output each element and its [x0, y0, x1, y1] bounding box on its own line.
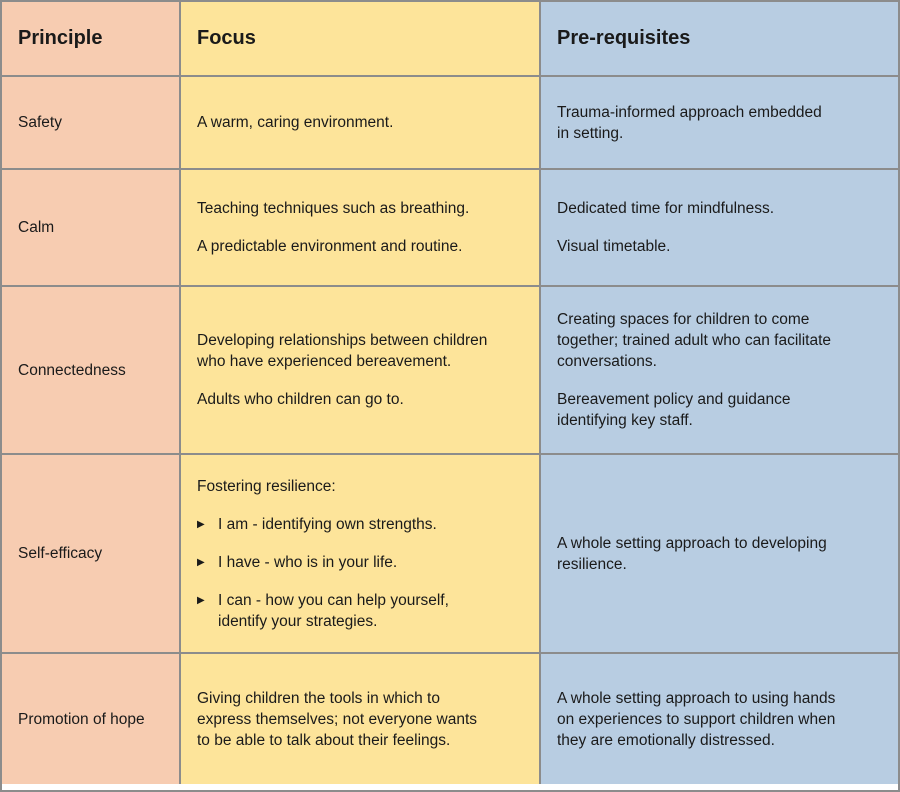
focus-text: A warm, caring environment. — [197, 114, 394, 131]
bullet-item — [197, 552, 523, 573]
prereq-self-efficacy — [541, 455, 898, 654]
prereq-text: Dedicated time for mindfulness. — [557, 200, 775, 217]
prereq-text: A whole setting approach to developing resilience. — [557, 534, 827, 573]
principle-self-efficacy: Self-efficacy — [2, 455, 181, 654]
bullet-text: I can - how you can help yourself, identify your strategies. — [218, 591, 449, 630]
focus-intro: Fostering resilience: — [197, 477, 336, 495]
principle-connectedness: Connectedness — [2, 287, 181, 455]
principle-calm: Calm — [2, 170, 181, 287]
focus-promotion-of-hope — [181, 654, 541, 784]
prereq-text: Trauma-informed approach embedded in setting. — [557, 103, 822, 142]
focus-self-efficacy — [181, 455, 541, 654]
prereq-text: Bereavement policy and guidance identifying key staff. — [557, 391, 791, 429]
header-principle: Principle — [2, 2, 181, 77]
focus-text: Adults who children can go to. — [197, 391, 404, 408]
prereq-text: Creating spaces for children to come together; trained adult who can facilitate conversations. — [557, 311, 832, 370]
principle-safety: Safety — [2, 77, 181, 170]
principle-promotion-of-hope: Promotion of hope — [2, 654, 181, 784]
triangle-right-icon: ▶ — [197, 556, 205, 568]
focus-safety — [181, 77, 541, 170]
focus-connectedness — [181, 287, 541, 455]
bullet-item — [197, 590, 523, 632]
triangle-right-icon: ▶ — [197, 594, 205, 606]
bullet-item — [197, 514, 523, 535]
focus-text: Giving children the tools in which to express themselves; not everyone wants to be able to talk about their feelings. — [197, 689, 477, 749]
focus-text: A predictable environment and routine. — [197, 238, 463, 255]
prereq-text: A whole setting approach to using hands on experiences to support children when they are emotionally distressed. — [557, 689, 836, 749]
focus-text: Developing relationships between children who have experienced bereavement. — [197, 332, 488, 370]
prereq-promotion-of-hope — [541, 654, 898, 784]
prereq-safety — [541, 77, 898, 170]
prereq-calm — [541, 170, 898, 287]
header-prerequisites: Pre-requisites — [541, 2, 898, 77]
header-focus: Focus — [181, 2, 541, 77]
focus-calm — [181, 170, 541, 287]
prereq-text: Visual timetable. — [557, 238, 671, 255]
triangle-right-icon: ▶ — [197, 518, 205, 530]
prereq-connectedness — [541, 287, 898, 455]
bullet-text: I am - identifying own strengths. — [218, 515, 437, 533]
bullet-text: I have - who is in your life. — [218, 553, 398, 571]
focus-text: Teaching techniques such as breathing. — [197, 200, 470, 217]
